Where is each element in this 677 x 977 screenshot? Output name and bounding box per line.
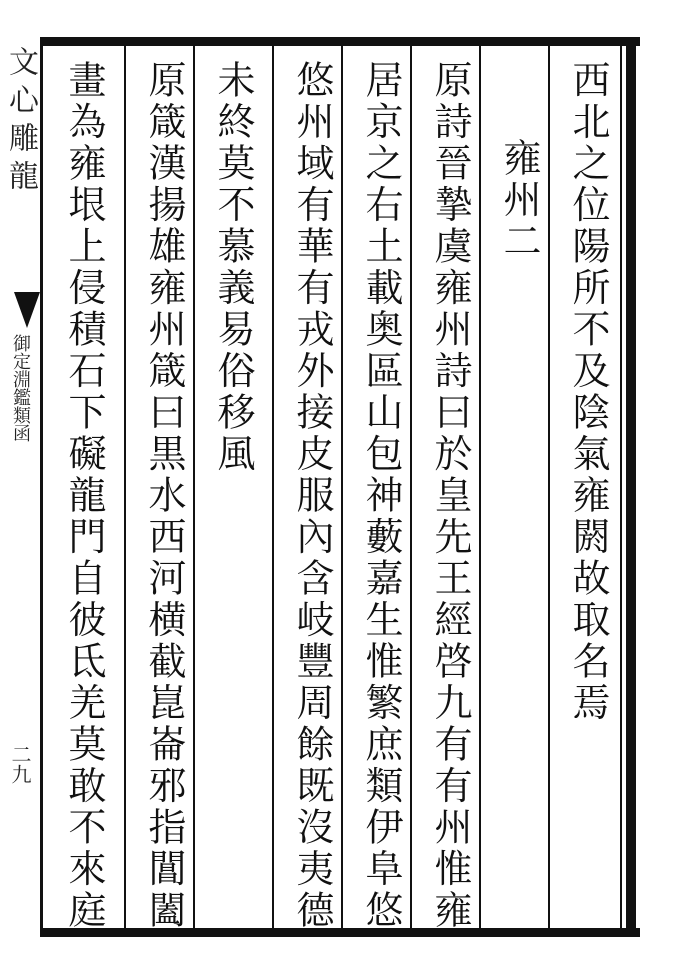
text-column-5: 悠州域有華有戎外接皮服內含岐豐周餘既沒夷德 <box>290 60 334 932</box>
column-divider <box>272 46 274 928</box>
column-divider <box>124 46 126 928</box>
text-column-8: 畫為雍垠上侵積石下礙龍門自彼氐羌莫敢不來庭 <box>62 60 106 932</box>
text-column-6: 未終莫不慕義易俗移風 <box>211 60 255 475</box>
text-column-2-heading: 雍州二 <box>497 138 541 263</box>
frame-top-border <box>40 37 640 46</box>
margin-rule <box>40 46 43 928</box>
text-column-4: 居京之右土載奥區山包神藪嘉生惟繁庶類伊阜悠 <box>359 60 403 932</box>
margin-edition-label: 御定淵鑑類函 <box>10 334 31 442</box>
margin-page-number: 二九 <box>8 744 32 784</box>
frame-right-border <box>626 37 636 937</box>
fishtail-mark-icon <box>14 292 40 328</box>
text-column-1: 西北之位陽所不及陰氣雍閼故取名焉 <box>566 60 610 724</box>
text-column-7: 原箴漢揚雄雍州箴曰黒水西河横截崑崙邪指閶闔 <box>142 60 186 932</box>
margin-book-title: 文心雕龍 <box>3 46 38 198</box>
text-column-3: 原詩晉摯虞雍州詩曰於皇先王經啓九有有州惟雍 <box>428 60 472 932</box>
